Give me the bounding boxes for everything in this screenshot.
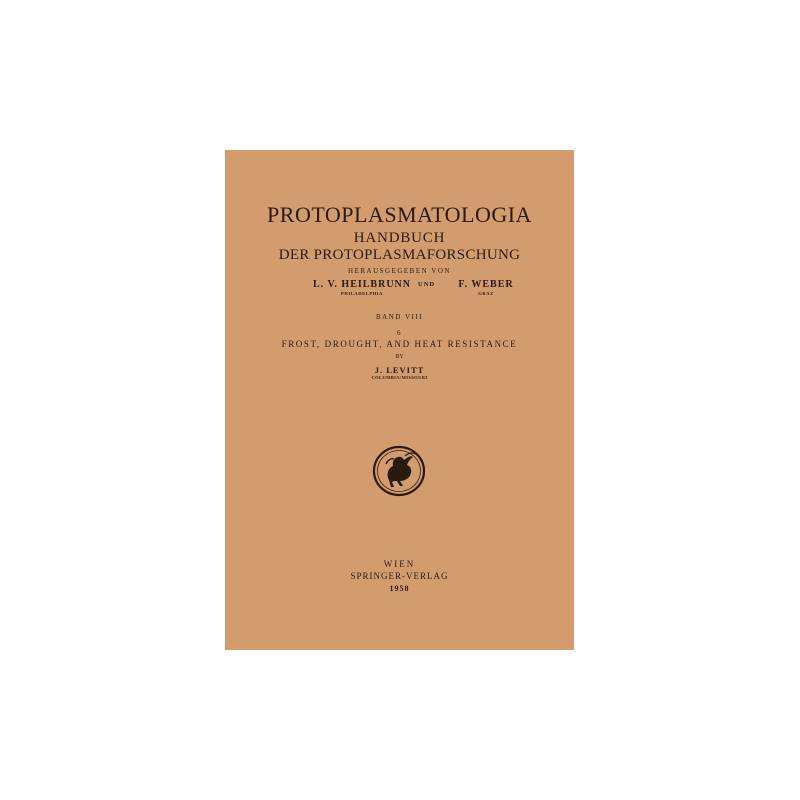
editor-2: [457, 279, 515, 296]
series-subtitle-line1: HANDBUCH: [353, 230, 446, 246]
editor-2-name: F. WEBER: [458, 279, 514, 290]
editors-block: [225, 279, 574, 303]
volume-label: BAND VIII: [375, 313, 423, 321]
publisher-city: WIEN: [383, 559, 416, 569]
publication-year: 1958: [389, 584, 410, 593]
editor-1: [311, 279, 413, 296]
editors-label: HERAUSGEGEBEN VON: [348, 267, 451, 275]
part-number: 6: [397, 329, 402, 337]
springer-horse-emblem-icon: [370, 444, 428, 498]
book-cover: [225, 150, 574, 650]
publisher-name: SPRINGER-VERLAG: [350, 571, 449, 581]
author-name: J. LEVITT: [374, 365, 425, 375]
editor-2-city: GRAZ: [478, 291, 494, 296]
by-label: BY: [395, 354, 404, 360]
editors-conjunction: UND: [418, 281, 436, 288]
series-title: PROTOPLASMATOLOGIA: [267, 202, 532, 227]
series-subtitle-line2: DER PROTOPLASMAFORSCHUNG: [278, 247, 521, 263]
editor-1-city: PHILADELPHIA: [341, 291, 383, 296]
author-affiliation: COLUMBIA/MISSOURI: [371, 375, 428, 380]
work-title: FROST, DROUGHT, AND HEAT RESISTANCE: [281, 339, 518, 349]
editor-1-name: L. V. HEILBRUNN: [313, 279, 411, 290]
